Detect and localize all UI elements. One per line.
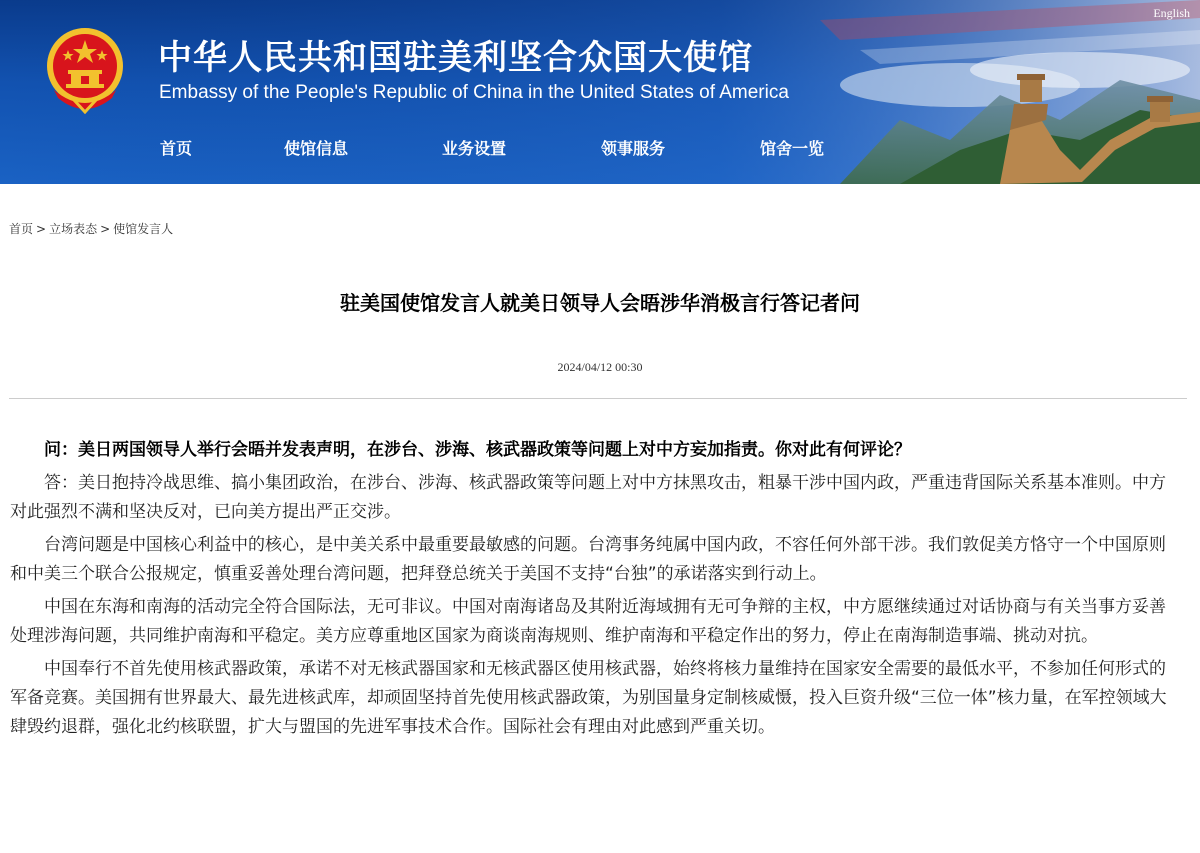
nav-item-business-setup[interactable]: 业务设置	[442, 139, 507, 158]
breadcrumb	[9, 220, 173, 237]
article-paragraph: 答：美日抱持冷战思维、搞小集团政治，在涉台、涉海、核武器政策等问题上对中方抹黑攻击，粗暴干涉中国内政，严重违背国际关系基本准则。中方对此强烈不满和坚决反对，已向美方提出严正交涉。	[10, 473, 1166, 522]
national-emblem-icon	[44, 24, 126, 114]
english-language-link[interactable]: English	[1153, 6, 1190, 20]
nav-item-consular-services[interactable]: 领事服务	[601, 139, 666, 158]
nav-item-premises[interactable]: 馆舍一览	[760, 139, 825, 158]
breadcrumb-home-link[interactable]: 首页	[9, 222, 34, 236]
breadcrumb-spokesperson-link[interactable]: 使馆发言人	[113, 222, 174, 236]
nav-item-home[interactable]: 首页	[160, 139, 193, 158]
nav-item-embassy-info[interactable]: 使馆信息	[284, 139, 349, 158]
site-header	[0, 0, 1200, 184]
article-paragraph: 中国奉行不首先使用核武器政策，承诺不对无核武器国家和无核武器区使用核武器，始终将核力量维持在国家安全需要的最低水平，不参加任何形式的军备竞赛。美国拥有世界最大、最先进核武库，却顽固坚持首先使用核武器政策，为别国量身定制核威慑，投入巨资升级“三位一体”核力量，在军控领域大肆毁约退群，强化北约核联盟，扩大与盟国的先进军事技术合作。国际社会有理由对此感到严重关切。	[10, 659, 1167, 737]
site-title-en: Embassy of the People's Republic of China in the United States of America	[159, 82, 789, 103]
main-nav	[0, 136, 900, 166]
article-paragraph: 中国在东海和南海的活动完全符合国际法，无可非议。中国对南海诸岛及其附近海域拥有无可争辩的主权，中方愿继续通过对话协商与有关当事方妥善处理涉海问题，共同维护南海和平稳定。美方应尊重地区国家为商谈南海规则、维护南海和平稳定作出的努力，停止在南海制造事端、挑动对抗。	[10, 597, 1166, 646]
site-title-cn: 中华人民共和国驻美利坚合众国大使馆	[158, 38, 753, 78]
article-paragraph: 台湾问题是中国核心利益中的核心，是中美关系中最重要最敏感的问题。台湾事务纯属中国内政，不容任何外部干涉。我们敦促美方恪守一个中国原则和中美三个联合公报规定，慎重妥善处理台湾问题，把拜登总统关于美国不支持“台独”的承诺落实到行动上。	[10, 535, 1166, 584]
article-body	[10, 436, 1182, 746]
breadcrumb-separator: >	[100, 222, 111, 236]
article-question-paragraph: 问：美日两国领导人举行会晤并发表声明，在涉台、涉海、核武器政策等问题上对中方妄加指责。你对此有何评论？	[44, 440, 911, 460]
breadcrumb-separator: >	[36, 222, 47, 236]
article-title: 驻美国使馆发言人就美日领导人会晤涉华消极言行答记者问	[340, 291, 860, 315]
article-date: 2024/04/12 00:30	[557, 360, 643, 374]
title-divider	[9, 398, 1187, 399]
breadcrumb-positions-link[interactable]: 立场表态	[49, 222, 98, 236]
